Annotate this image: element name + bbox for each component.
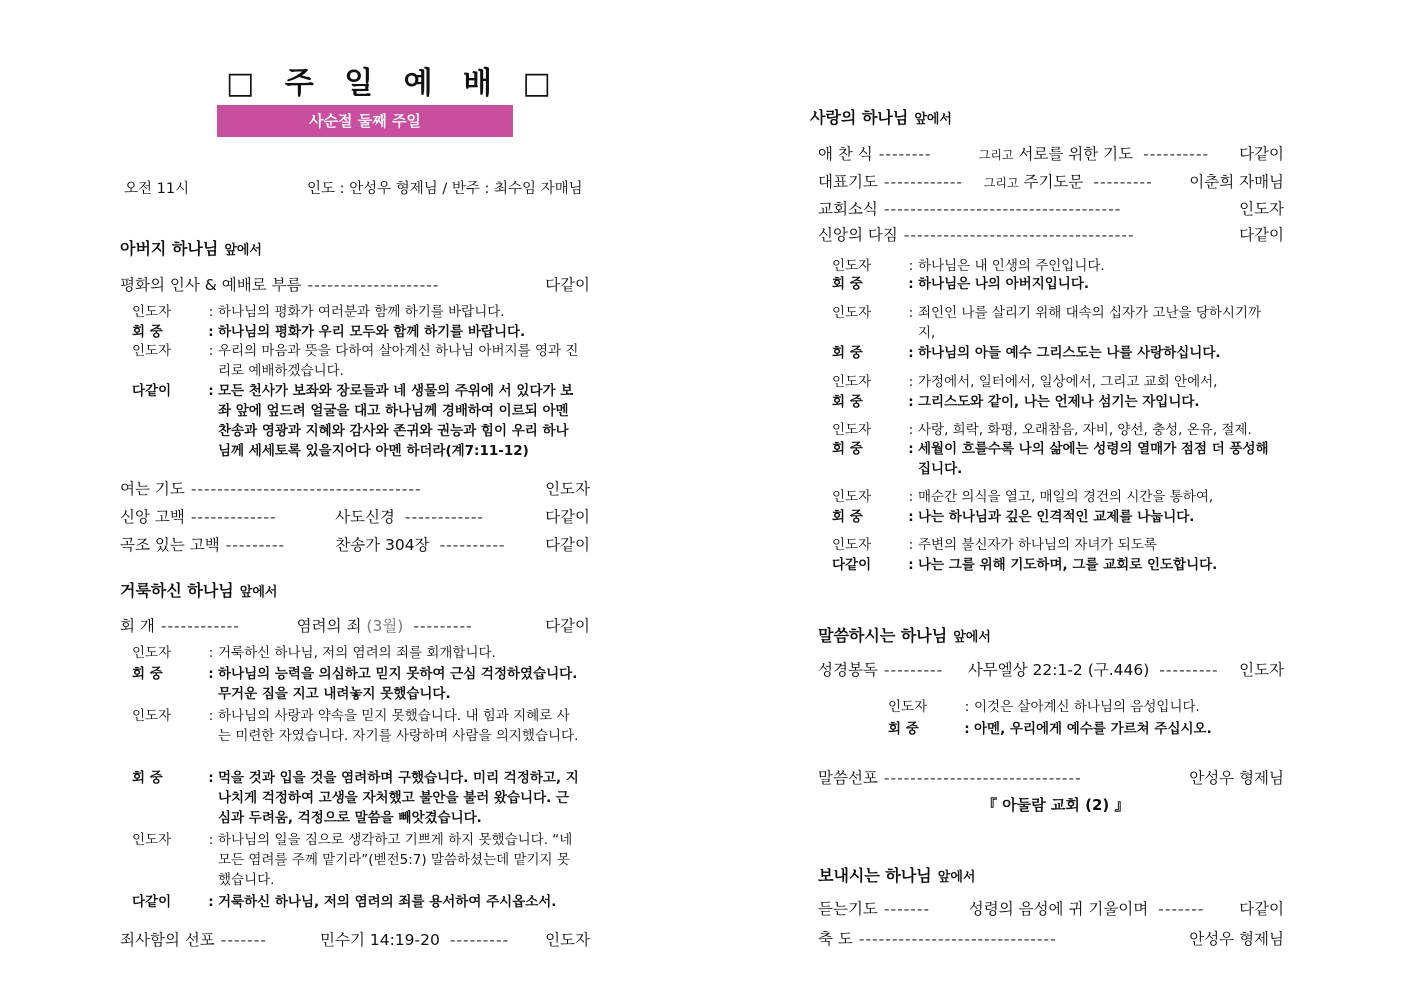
pledge-line: 회 중 : 그리스도와 같이, 나는 언제나 섬기는 자입니다. <box>832 394 1200 410</box>
response-line: 인도자 : 하나님의 일을 짐으로 생각하고 기쁘게 하지 못했습니다. “네 모든 염려를 주께 맡기라”(벧전5:7) 말씀하셨는데 맡기지 못했습니다. <box>132 832 573 888</box>
order-opening-prayer: 여는 기도 ----------------------------------- 인도자 <box>120 480 590 498</box>
response-line: 인도자 : 하나님의 평화가 여러분과 함께 하기를 바랍니다. <box>132 304 505 320</box>
pledge-line: 회 중 : 나는 하나님과 깊은 인격적인 교제를 나눕니다. <box>832 509 1195 525</box>
response-line: 인도자 : 하나님의 사랑과 약속을 믿지 못했습니다. 내 힘과 지혜로 사는 미련한 자였습니다. 자기를 사랑하며 사람을 의지했습니다. <box>132 708 579 744</box>
section-heading-sending: 보내시는 하나님 앞에서 <box>818 866 976 885</box>
service-time: 오전 11시 <box>124 181 190 197</box>
section-heading-father: 아버지 하나님 앞에서 <box>120 239 262 258</box>
order-creed: 신앙 고백 ------------- 사도신경 ------------ 다같이 <box>120 508 590 526</box>
response-line: 회 중 : 하나님의 능력을 의심하고 믿지 못하여 근심 걱정하였습니다. 무거운 짐을 지고 내려놓지 못했습니다. <box>132 666 578 702</box>
pledge-line: 회 중 : 세월이 흐를수록 나의 삶에는 성령의 열매가 점점 더 풍성해 집니다. <box>832 441 1269 477</box>
pledge-line: 인도자 : 주변의 불신자가 하나님의 자녀가 되도록 <box>832 537 1157 553</box>
section-heading-love: 사랑의 하나님 앞에서 <box>810 108 952 127</box>
order-repentance: 회 개 ------------ 염려의 죄 (3월) --------- 다같이 <box>120 617 590 635</box>
subtitle-banner: 사순절 둘째 주일 <box>217 105 513 137</box>
order-greeting: 평화의 인사 & 예배로 부름 -------------------- 다같이 <box>120 276 590 294</box>
response-line: 다같이 : 모든 천사가 보좌와 장로들과 네 생물의 주위에 서 있다가 보좌 앞에 엎드려 얼굴을 대고 하나님께 경배하여 이르되 아멘 찬송과 영광과 지혜와 감사와 존귀와 권능과 힘이 우리 하나님께 세세토록 있을지어다 아멘 하더라(계7:11-12) <box>132 383 574 459</box>
pledge-line: 인도자 : 사랑, 희락, 화평, 오래참음, 자비, 양선, 충성, 온유, 절제. <box>832 422 1252 438</box>
order-scripture-reading: 성경봉독 --------- 사무엘상 22:1-2 (구.446) --------- 인도자 <box>818 661 1285 679</box>
left-page <box>0 0 700 992</box>
order-response-prayer: 듣는기도 ------- 성령의 음성에 귀 기울이며 ------- 다같이 <box>818 900 1285 918</box>
order-benediction: 축 도 ------------------------------ 안성우 형제님 <box>818 930 1284 948</box>
order-absolution: 죄사함의 선포 ------- 민수기 14:19-20 --------- 인도자 <box>120 931 590 949</box>
response-line: 회 중 : 하나님의 평화가 우리 모두와 함께 하기를 바랍니다. <box>132 324 526 340</box>
response-line: 다같이 : 거룩하신 하나님, 저의 염려의 죄를 용서하여 주시옵소서. <box>132 894 557 910</box>
response-line: 회 중 : 먹을 것과 입을 것을 염려하며 구했습니다. 미리 걱정하고, 지나치게 걱정하여 고생을 자처했고 불안을 불러 왔습니다. 근심과 두려움, 걱정으로 말씀을 빼앗겼습니다. <box>132 770 579 826</box>
order-representative-prayer: 대표기도 ------------ 그리고 주기도문 --------- 이춘희 자매님 <box>818 173 1285 191</box>
pledge-line: 인도자 : 가정에서, 일터에서, 일상에서, 그리고 교회 안에서, <box>832 374 1218 390</box>
section-heading-holy: 거룩하신 하나님 앞에서 <box>120 581 278 600</box>
order-hymn: 곡조 있는 고백 --------- 찬송가 304장 ---------- 다같이 <box>120 536 590 554</box>
order-fellowship: 애 찬 식 -------- 그리고 서로를 위한 기도 ---------- 다같이 <box>818 145 1284 163</box>
service-leaders: 인도 : 안성우 형제님 / 반주 : 최수임 자매님 <box>307 181 583 197</box>
page-title: □ 주 일 예 배 □ <box>226 66 561 101</box>
scripture-response-line: 회 중 : 아멘, 우리에게 예수를 가르쳐 주십시오. <box>888 721 1212 737</box>
scripture-response-line: 인도자 : 이것은 살아계신 하나님의 음성입니다. <box>888 699 1200 715</box>
pledge-line: 인도자 : 하나님은 내 인생의 주인입니다. <box>832 258 1105 274</box>
order-church-news: 교회소식 ------------------------------------ 인도자 <box>818 200 1284 218</box>
pledge-line: 회 중 : 하나님은 나의 아버지입니다. <box>832 276 1090 292</box>
pledge-line: 인도자 : 매순간 의식을 열고, 매일의 경건의 시간을 통하여, <box>832 489 1214 505</box>
right-page <box>702 0 1402 992</box>
response-line: 인도자 : 우리의 마음과 뜻을 다하여 살아계신 하나님 아버지를 영과 진리로 예배하겠습니다. <box>132 343 579 379</box>
sermon-title: 『 아둘람 교회 (2) 』 <box>982 796 1130 814</box>
pledge-line: 다같이 : 나는 그를 위해 기도하며, 그를 교회로 인도합니다. <box>832 557 1218 573</box>
pledge-line: 인도자 : 죄인인 나를 살리기 위해 대속의 십자가 고난을 당하시기까지, <box>832 305 1262 341</box>
response-line: 인도자 : 거룩하신 하나님, 저의 염려의 죄를 회개합니다. <box>132 645 496 661</box>
order-sermon: 말씀선포 ------------------------------ 안성우 형제님 <box>818 769 1284 787</box>
section-heading-word: 말씀하시는 하나님 앞에서 <box>818 626 991 645</box>
pledge-line: 회 중 : 하나님의 아들 예수 그리스도는 나를 사랑하십니다. <box>832 345 1221 361</box>
order-pledge: 신앙의 다짐 ----------------------------------- 다같이 <box>818 226 1284 244</box>
